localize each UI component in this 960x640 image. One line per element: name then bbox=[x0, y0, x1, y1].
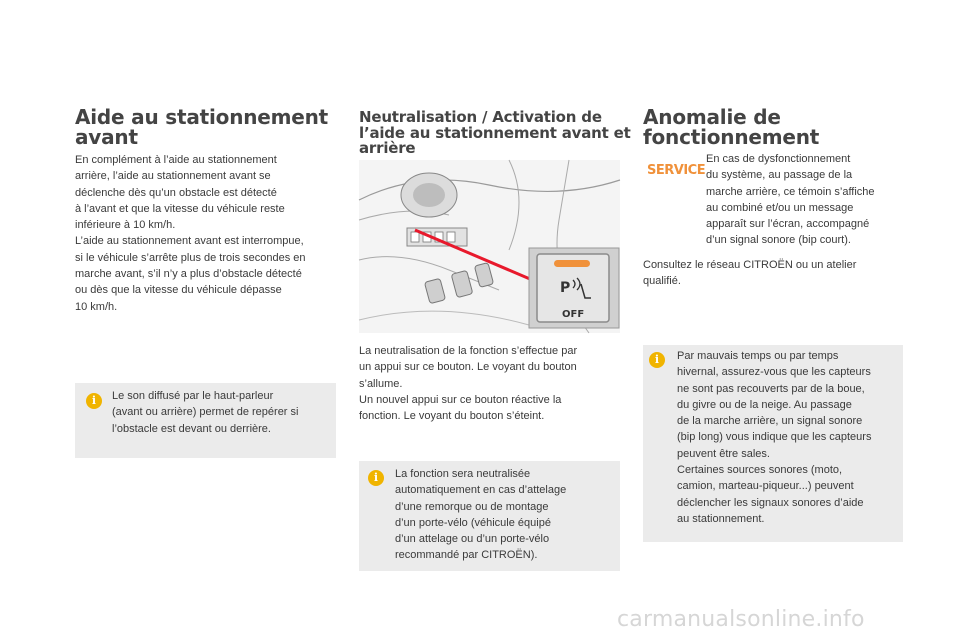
right-body: Consultez le réseau CITROËN ou un atelier qualifié. bbox=[643, 259, 857, 288]
info-icon: i bbox=[649, 352, 665, 368]
info-icon: i bbox=[368, 470, 384, 486]
right-note-box bbox=[643, 345, 903, 542]
service-description: En cas de dysfonctionnement du système, au passage de la marche arrière, ce témoin s’affiche au combiné et/ou un message apparaît sur l’écran, accompagné d’un signal sonore (bip court). bbox=[706, 153, 875, 247]
middle-note-box bbox=[359, 461, 620, 571]
off-label: OFF bbox=[562, 309, 585, 320]
parking-p-symbol: P bbox=[560, 280, 571, 296]
dashboard-photo bbox=[359, 160, 620, 333]
info-icon: i bbox=[86, 393, 102, 409]
middle-note-text: La fonction sera neutralisée automatiquement en cas d’attelage d’une remorque ou de montage d’un porte-vélo (véhicule équipé d’un attelage ou d’un porte-vélo recommandé par CITROËN). bbox=[395, 468, 567, 562]
right-note-text: Par mauvais temps ou par temps hivernal, assurez-vous que les capteurs ne sont pas recouverts par de la boue, du givre ou de la neige. Au passage de la marche arrière, un signal sonore (bip long) vous indique que les capteurs peuvent être sales. Certaines sources sonores (moto, camion, marteau-piqueur...) peuvent déclencher les signaux sonores d’aide au stationnement. bbox=[677, 350, 872, 525]
left-body: En complément à l’aide au stationnement arrière, l’aide au stationnement avant se déclenche dès qu’un obstacle est détecté à l’avant et que la vitesse du véhicule reste inférieure à 10 km/h. L’aide au stationnement avant est interrompue, si le véhicule s’arrête plus de trois secondes en marche avant, s’il n’y a plus d’obstacle détecté ou dès que la vitesse du véhicule dépasse 10 km/h. bbox=[75, 154, 306, 313]
svg-text:SERVICE: SERVICE bbox=[647, 163, 706, 178]
middle-title: Neutralisation / Activation de l’aide au stationnement avant et arrière bbox=[359, 108, 631, 157]
left-note-text: Le son diffusé par le haut-parleur (avant ou arrière) permet de repérer si l’obstacle est devant ou derrière. bbox=[112, 390, 299, 435]
right-title: Anomalie de fonctionnement bbox=[643, 105, 820, 149]
left-title: Aide au stationnement avant bbox=[75, 105, 329, 149]
middle-body: La neutralisation de la fonction s’effectue par un appui sur ce bouton. Le voyant du bouton s’allume. Un nouvel appui sur ce bouton réactive la fonction. Le voyant du bouton s’éteint. bbox=[359, 345, 578, 423]
left-note-box bbox=[75, 383, 336, 458]
service-warning-icon bbox=[647, 159, 706, 179]
watermark: carmanualsonline.info bbox=[617, 607, 865, 632]
